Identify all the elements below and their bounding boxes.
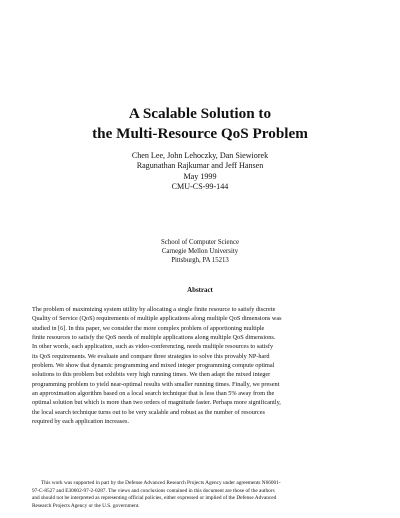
- title-line-2: the Multi-Resource QoS Problem: [92, 125, 308, 142]
- abstract-line: solutions to this problem but exhibits very high running times. We then adapt the mixed integer: [32, 371, 271, 379]
- abstract-line: programming problem to yield near-optimal results with smaller running times. Finally, we present: [32, 380, 280, 388]
- publication-date: May 1999: [183, 171, 217, 181]
- report-number: CMU-CS-99-144: [171, 182, 229, 192]
- abstract-line: finite resources to satisfy the QoS needs of multiple applications along multiple QoS dimensions.: [32, 334, 276, 342]
- institution-block: [0, 238, 400, 265]
- authors-line-2: Ragunathan Rajkumar and Jeff Hansen: [136, 161, 264, 171]
- footnote-line: Research Projects Agency or the U.S. government.: [32, 502, 140, 509]
- abstract-line: problem. We show that dynamic programming and mixed integer programming compute optimal: [32, 362, 275, 370]
- abstract-line: an approximation algorithm based on a local search technique that is less than 5% away from the: [32, 390, 275, 398]
- abstract-line: In other words, each application, such as video-conferencing, needs multiple resources to satisfy: [32, 343, 274, 351]
- abstract-line: the local search technique turns out to be very scalable and robust as the number of resources: [32, 408, 265, 416]
- abstract-line: optimal solution but which is more than two orders of magnitude faster. Perhaps more significantly,: [32, 399, 281, 407]
- footnote-line: and should not be interpreted as representing official policies, either expressed or implied of the Defense Advanced: [32, 495, 277, 502]
- authors-line-1: Chen Lee, John Lehoczky, Dan Siewiorek: [131, 151, 269, 160]
- abstract-line: studied in [6]. In this paper, we consider the more complex problem of apportioning multiple: [32, 324, 265, 332]
- abstract-line: its QoS requirements. We evaluate and compare three strategies to solve this provably NP-hard: [32, 352, 270, 360]
- institution-line-3: Pittsburgh, PA 15213: [171, 257, 229, 264]
- abstract-line: The problem of maximizing system utility by allocating a single finite resource to satisfy discrete: [32, 306, 276, 313]
- abstract-line: required by each application increases.: [32, 418, 130, 426]
- abstract-heading: Abstract: [187, 287, 213, 294]
- funding-footnote: [32, 480, 368, 510]
- abstract-line: Quality of Service (QoS) requirements of multiple applications along multiple QoS dimensions was: [32, 315, 282, 323]
- author-block: [0, 151, 400, 193]
- institution-line-2: Carnegie Mellon University: [161, 248, 239, 255]
- title-line-1: A Scalable Solution to: [128, 105, 272, 122]
- paper-title: [0, 104, 400, 144]
- abstract-body: [32, 305, 368, 426]
- institution-line-1: School of Computer Science: [161, 239, 239, 246]
- footnote-line: This work was supported in part by the Defense Advanced Research Projects Agency under agreements N66001-: [41, 480, 281, 486]
- footnote-line: 97-C-8527 and E30602-97-2-0287. The views and conclusions contained in this document are those of the authors: [32, 487, 275, 494]
